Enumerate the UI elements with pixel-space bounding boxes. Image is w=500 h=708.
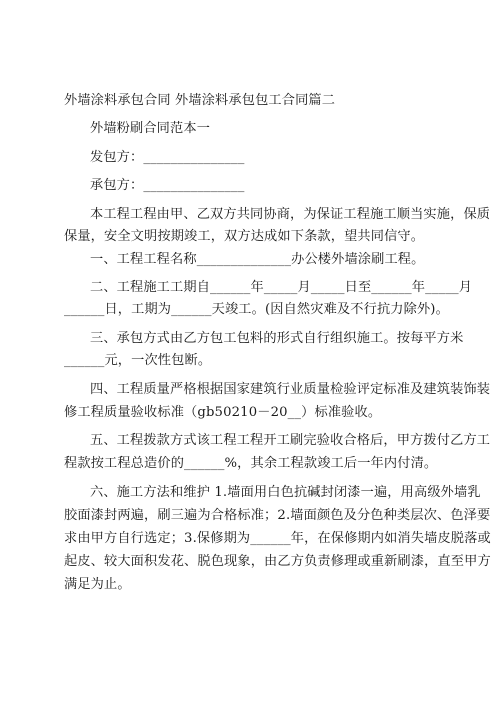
party-a-line: 发包方：_______________ [90,150,245,165]
clause-4-cont: 修工程质量验收标准（gb50210－20__）标准验收。 [64,405,382,420]
party-b-line: 承包方：_______________ [90,178,245,193]
clause-4: 四、工程质量严格根据国家建筑行业质量检验评定标准及建筑装饰装 [90,382,491,397]
clause-1: 一、工程工程名称______________办公楼外墙涂刷工程。 [90,252,425,267]
clause-5: 五、工程拨款方式该工程工程开工刷完验收合格后，甲方拨付乙方工 [90,433,491,448]
paragraph-line: 本工程工程由甲、乙双方共同协商，为保证工程施工顺当实施，保质 [90,207,491,222]
clause-3-cont: ______元，一次性包断。 [64,353,212,368]
clause-2: 二、工程施工工期自______年_____月_____日至______年_____月 [90,280,473,295]
clause-6-cont: 满足为止。 [64,577,131,592]
clause-6: 六、施工方法和维护 1.墙面用白色抗碱封闭漆一遍，用高级外墙乳 [90,485,481,500]
paragraph-line: 保量，安全文明按期竣工，双方达成如下条款，望共同信守。 [64,229,425,244]
clause-6-cont: 胶面漆封两遍，刷三遍为合格标准；2.墙面颜色及分色种类层次、色泽要 [64,508,491,523]
clause-6-cont: 起皮、较大面积发花、脱色现象，由乙方负责修理或重新刷漆，直至甲方 [64,554,491,569]
document-title: 外墙涂料承包合同 外墙涂料承包包工合同篇二 [64,93,336,108]
clause-6-cont: 求由甲方自行选定；3.保修期为______年，在保修期内如消失墙皮脱落或 [64,531,491,546]
clause-5-cont: 程款按工程总造价的______%，其余工程款竣工后一年内付清。 [64,456,438,471]
document-subtitle: 外墙粉刷合同范本一 [90,121,211,136]
clause-2-cont: ______日，工期为______天竣工。(因自然灾难及不行抗力除外)。 [64,302,449,317]
clause-3: 三、承包方式由乙方包工包料的形式自行组织施工。按每平方米 [90,331,464,346]
